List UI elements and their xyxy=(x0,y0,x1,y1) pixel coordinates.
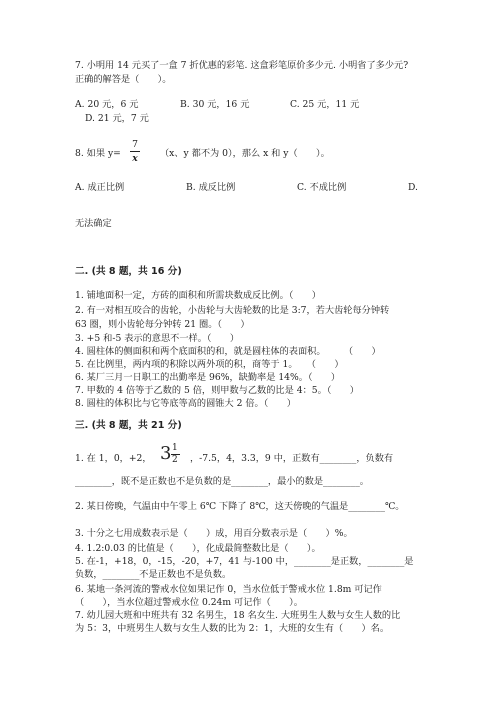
s3-q1-rest: ，-7.5，4，3.3，9 中，正数有________，负数有 xyxy=(190,453,394,464)
q7-stem-line1: 7. 小明用 14 元买了一盒 7 折优惠的彩笔. 这盒彩笔原价多少元. 小明省了多少元? xyxy=(75,60,409,71)
q8-fraction-numerator: 7 xyxy=(132,139,138,150)
s2-item: 5. 在比例里，两内项的积除以两外项的积，商等于 1。 （ ） xyxy=(75,359,344,370)
s2-item: 2. 有一对相互咬合的齿轮，小齿轮与大齿轮数的比是 3:7，若大齿轮每分钟转 xyxy=(75,305,390,316)
q8-option-a: A. 成正比例 xyxy=(75,182,125,193)
s3-q4: 4. 1.2:0.03 的比值是（ ），化成最简整数比是（ ）。 xyxy=(75,543,321,554)
q7-option-a: A. 20 元，6 元 xyxy=(75,99,139,110)
s2-item: 3. +5 和-5 表示的意思不一样。（ ） xyxy=(75,333,240,344)
q7-stem-line2: 正确的解答是（ ）。 xyxy=(75,74,172,85)
s2-item: 8. 圆柱的体积比与它等底等高的圆锥大 2 倍。（ ） xyxy=(75,398,296,409)
s3-q5-line1: 5. 在-1，+18，0，-15，-20，+7，41 与-100 中，________是正数，________是 xyxy=(75,556,414,567)
s2-item: 4. 圆柱体的侧面积和两个底面积的和，就是圆柱体的表面积。 （ ） xyxy=(75,346,381,357)
q7-option-c: C. 25 元，11 元 xyxy=(290,99,360,110)
q8-option-d: D. xyxy=(408,182,418,193)
fraction-bar xyxy=(130,151,140,152)
s3-q1-start: 1. 在 1，0，+2， xyxy=(75,453,152,464)
mixed-number-numerator: 1 xyxy=(172,443,178,453)
q8-option-d-text: 无法确定 xyxy=(75,218,112,229)
s3-q3: 3. 十分之七用成数表示是（ ）成，用百分数表示是（ ）%。 xyxy=(75,528,353,539)
s2-item: 63 圈，则小齿轮每分钟转 21 圈。（ ） xyxy=(75,319,250,330)
s3-q5-line2: 负数，________不是正数也不是负数。 xyxy=(75,569,232,580)
q8-fraction-denominator: x xyxy=(132,153,138,164)
s3-q1-line2: ________，既不是正数也不是负数的是________，最小的数是________。 xyxy=(75,476,369,487)
mixed-number-whole: 3 xyxy=(160,443,172,464)
q8-option-c: C. 不成比例 xyxy=(297,182,347,193)
q7-option-b: B. 30 元，16 元 xyxy=(180,99,250,110)
mixed-number xyxy=(160,443,178,465)
mixed-number-denominator: 2 xyxy=(172,455,178,465)
s3-q6-line2: （ ），当水位超过警戒水位 0.24m 可记作（ ）。 xyxy=(75,597,303,608)
s2-item: 7. 甲数的 4 倍等于乙数的 5 倍，则甲数与乙数的比是 4：5。（ ） xyxy=(75,385,359,396)
s2-item: 1. 铺地面积一定，方砖的面积和所需块数成反比例。（ ） xyxy=(75,290,321,301)
q8-stem-suffix: （x、y 都不为 0），那么 x 和 y（ ）。 xyxy=(160,148,330,159)
s3-q7-line1: 7. 幼儿园大班和中班共有 32 名男生，18 名女生. 大班男生人数与女生人数的比 xyxy=(75,610,401,621)
section-3-title: 三. (共 8 题，共 21 分) xyxy=(75,420,182,431)
q8-fraction xyxy=(130,139,140,164)
q8-stem-prefix: 8. 如果 y= xyxy=(75,148,121,159)
s3-q2: 2. 某日傍晚，气温由中午零上 6℃ 下降了 8℃，这天傍晚的气温是________℃。 xyxy=(75,501,405,512)
s3-q7-line2: 为 5：3，中班男生人数与女生人数的比为 2：1，大班的女生有（ ）名。 xyxy=(75,623,390,634)
s2-item: 6. 某厂三月一日职工的出勤率是 96%，缺勤率是 14%。（ ） xyxy=(75,372,341,383)
s3-q6-line1: 6. 某地一条河流的警戒水位如果记作 0，当水位低于警戒水位 1.8m 可记作 xyxy=(75,584,382,595)
section-2-title: 二. (共 8 题，共 16 分) xyxy=(75,266,182,277)
q8-option-b: B. 成反比例 xyxy=(186,182,236,193)
q7-option-d: D. 21 元，7 元 xyxy=(85,113,149,124)
